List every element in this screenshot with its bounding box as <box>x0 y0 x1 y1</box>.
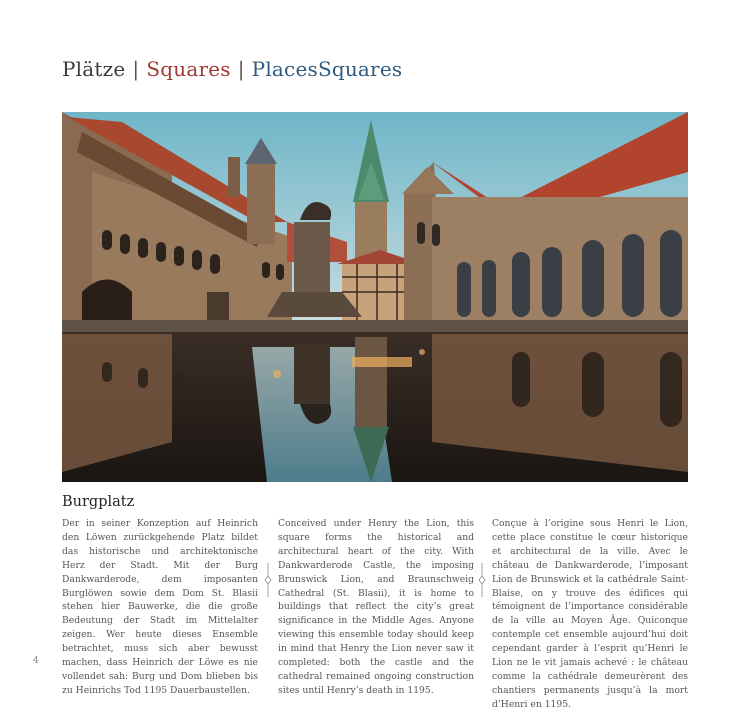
text-column-german <box>62 517 258 698</box>
text-column-french <box>492 517 688 712</box>
burgplatz-photo <box>62 112 688 482</box>
title-separator: | <box>237 57 245 81</box>
text-column-english <box>278 517 474 698</box>
title-english: Squares <box>146 57 231 81</box>
title-german: Plätze <box>62 57 126 81</box>
page-title <box>62 57 402 81</box>
paragraph-german: Der in seiner Konzeption auf Heinrich den Löwen zurückgehende Platz bildet das historische und architektonische Herz der Stadt. Mit der Burg Dankwarderode, dem imposanten Burglöwen sowie dem Dom St. Blasii stehen hier Bauwerke, die die große Bedeutung der Stadt im Mittelalter zeigen. Wer heute dieses Ensemble betrachtet, muss sich aber bewusst machen, dass Heinrich der Löwe es nie vollendet sah: Burg und Dom blieben bis zu Heinrichs Tod 1195 Dauerbaustellen. <box>62 518 258 696</box>
column-divider-ornament <box>477 563 487 597</box>
page-number: 4 <box>33 656 39 666</box>
title-separator: | <box>132 57 140 81</box>
section-title: Burgplatz <box>62 494 135 510</box>
paragraph-english: Conceived under Henry the Lion, this square forms the historical and architectural heart of the city. With Dankwarderode Castle, the imposing Brunswick Lion, and Braunschweig Cathedral (St. Blasii), it is home to buildings that reflect the city’s great significance in the Middle Ages. Anyone viewing this ensemble today should keep in mind that Henry the Lion never saw it completed: both the castle and the cathedral remained ongoing construction sites until Henry’s death in 1195. <box>278 518 474 696</box>
column-divider-ornament <box>263 563 273 597</box>
paragraph-french: Conçue à l’origine sous Henri le Lion, cette place constitue le cœur historique et architectural de la ville. Avec le château de Dankwarderode, l’imposant Lion de Brunswick et la cathédrale Saint-Blaise, on y trouve des édifices qui témoignent de l’importance considérable de la ville au Moyen Âge. Quiconque contemple cet ensemble aujourd’hui doit cependant garder à l’esprit qu’Henri le Lion ne le vit jamais achevé : le château comme la cathédrale demeurèrent des chantiers permanents jusqu’à la mort d’Henri en 1195. <box>492 518 688 710</box>
title-french: PlacesSquares <box>251 57 403 81</box>
